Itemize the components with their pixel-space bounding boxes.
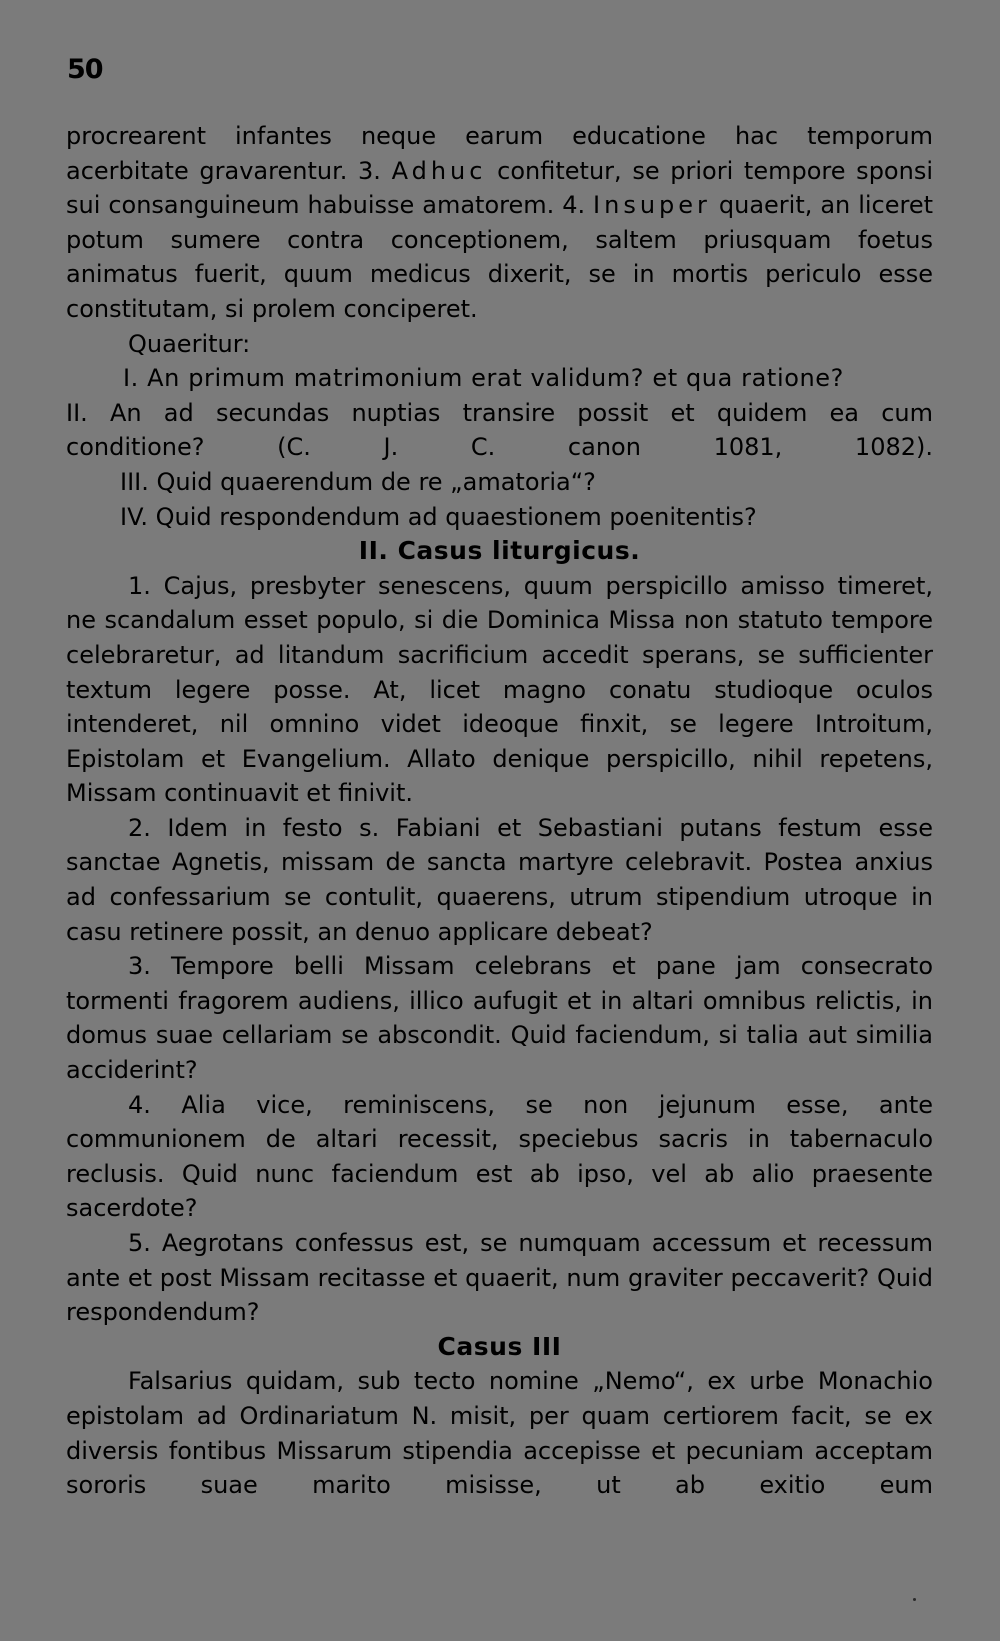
case-paragraph: 5. Aegrotans confessus est, se numquam accessum et recessum ante et post Missam recitasse et quaerit, num graviter peccaverit? Quid respondendum?: [66, 1229, 933, 1327]
page-number: 50: [67, 54, 103, 85]
spaced-word: Insuper: [593, 191, 711, 220]
case-paragraph: 4. Alia vice, reminiscens, se non jejunum esse, ante communionem de altari recessit, speciebus sacris in tabernaculo reclusis. Quid nunc faciendum est ab ipso, vel ab alio praesente sacerdote?: [66, 1090, 933, 1223]
paragraph-continued: [66, 119, 933, 327]
question-item: I. An primum matrimonium erat validum? et qua ratione?: [123, 364, 845, 393]
page-text: [66, 119, 933, 1503]
text-run: procrearent infantes neque earum educatione hac temporum acerbitate gravarentur. 3.: [66, 122, 933, 185]
quaeritur-label: Quaeritur:: [128, 329, 251, 358]
text-run: quaerit, an liceret potum sumere contra conceptionem, saltem priusquam foetus animatus fuerit, quum medicus dixerit, se in mortis periculo esse constitutam, si prolem conciperet.: [66, 191, 934, 323]
question-item: III. Quid quaerendum de re „amatoria“?: [120, 467, 596, 496]
print-speck: [913, 1598, 916, 1601]
question-item: IV. Quid respondendum ad quaestionem poenitentis?: [120, 502, 757, 531]
paragraph-truncated: Falsarius quidam, sub tecto nomine „Nemo“, ex urbe Monachio epistolam ad Ordinariatum N. misit, per quam certiorem facit, se ex diversis fontibus Missarum stipendia accepisse et pecuniam acceptam sororis suae marito misisse, ut ab exitio eum: [66, 1367, 933, 1500]
question-item: II. An ad secundas nuptias transire possit et quidem ea cum conditione? (C. J. C. canon 1081, 1082).: [66, 398, 933, 462]
spaced-word: Adhuc: [391, 156, 487, 185]
section-heading: II. Casus liturgicus.: [358, 536, 641, 566]
case-paragraph: 2. Idem in festo s. Fabiani et Sebastiani putans festum esse sanctae Agnetis, missam de sancta martyre celebravit. Postea anxius ad confessarium se contulit, quaerens, utrum stipendium utroque in casu retinere possit, an denuo applicare debeat?: [66, 813, 933, 946]
section-heading: Casus III: [437, 1331, 562, 1361]
text-run: confitetur, se priori tempore sponsi sui consanguineum habuisse amatorem. 4.: [66, 156, 933, 220]
case-paragraph: 1. Cajus, presbyter senescens, quum perspicillo amisso timeret, ne scandalum esset populo, si die Dominica Missa non statuto tempore celebraretur, ad litandum sacrificium accedit sperans, se sufficienter textum legere posse. At, licet magno conatu studioque oculos intenderet, nil omnino videt ideoque finxit, se legere Introitum, Epistolam et Evangelium. Allato denique perspicillo, nihil repetens, Missam continuavit et finivit.: [66, 571, 933, 808]
case-paragraph: 3. Tempore belli Missam celebrans et pane jam consecrato tormenti fragorem audiens, illico aufugit et in altari omnibus relictis, in domus suae cellariam se abscondit. Quid faciendum, si talia aut similia acciderint?: [66, 952, 933, 1085]
